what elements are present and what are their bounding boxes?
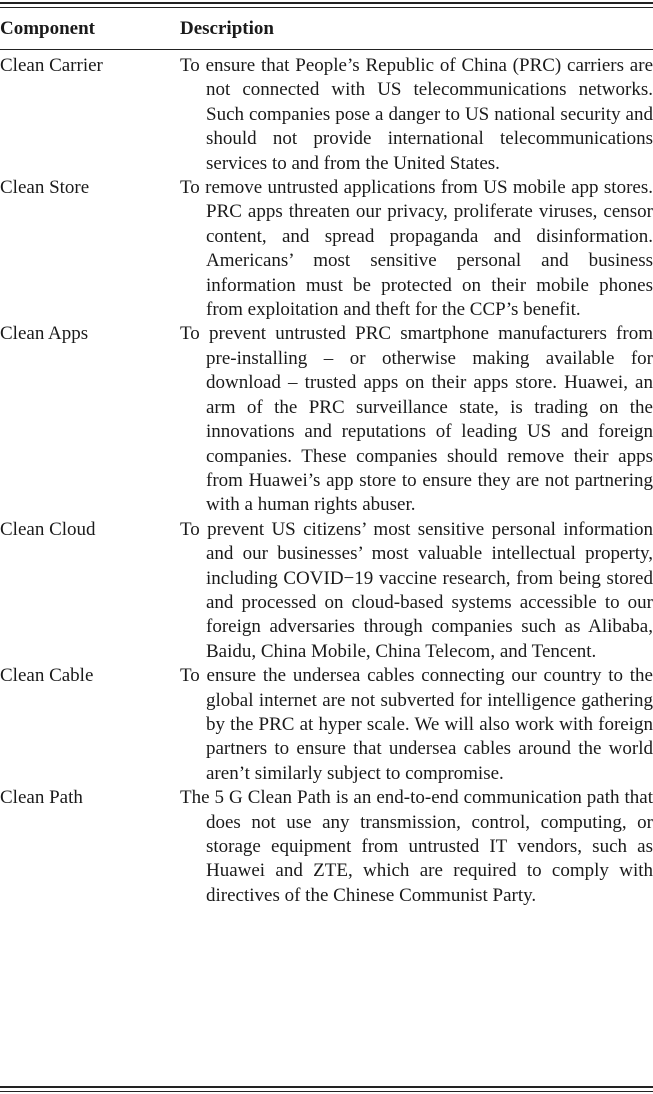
description-cell: The 5 G Clean Path is an end-to-end communication path that does not use any transmission, control, computing, or storage equipment from untrusted IT vendors, such as Huawei and ZTE, which are required to comply with directives of the Chinese Communist Party. bbox=[180, 787, 653, 906]
description-cell: To ensure the undersea cables connecting our country to the global internet are not subverted for intelligence gathering by the PRC at hyper scale. We will also work with foreign partners to ensure that undersea cables around the world aren’t similarly subject to compromise. bbox=[180, 665, 653, 784]
header-component: Component bbox=[0, 17, 96, 39]
table-body bbox=[0, 50, 653, 908]
table-header-row bbox=[0, 8, 653, 49]
table-row bbox=[0, 322, 653, 517]
description-cell: To prevent US citizens’ most sensitive personal information and our businesses’ most valuable intellectual property, including COVID−19 vaccine research, from being stored and processed on cloud-based systems accessible to our foreign adversaries through companies such as Alibaba, Baidu, China Mobile, China Telecom, and Tencent. bbox=[180, 518, 653, 662]
description-cell: To ensure that People’s Republic of China (PRC) carriers are not connected with US telecommunications networks. Such companies pose a danger to US national security and should not provide international telecommunications services to and from the United States. bbox=[180, 55, 653, 174]
top-rule bbox=[0, 2, 653, 4]
component-cell: Clean Carrier bbox=[0, 55, 103, 76]
component-cell: Clean Path bbox=[0, 787, 83, 809]
table-row bbox=[0, 664, 653, 786]
description-cell: To remove untrusted applications from US mobile app stores. PRC apps threaten our privacy, proliferate viruses, censor content, and spread propaganda and disinformation. Americans’ most sensitive personal and business information must be protected on their mobile phones from exploitation and theft for the CCP’s benefit. bbox=[180, 177, 653, 321]
components-table bbox=[0, 2, 653, 908]
bottom-rule bbox=[0, 1086, 653, 1088]
table-row bbox=[0, 176, 653, 322]
table-row bbox=[0, 518, 653, 664]
description-cell: To prevent untrusted PRC smartphone manufacturers from pre-installing – or otherwise making available for download – trusted apps on their apps store. Huawei, an arm of the PRC surveillance state, is trading on the innovations and reputations of leading US and foreign companies. These companies should remove their apps from Huawei’s app store to ensure they are not partnering with a human rights abuser. bbox=[180, 323, 653, 516]
component-cell: Clean Store bbox=[0, 177, 90, 199]
component-cell: Clean Cable bbox=[0, 665, 94, 687]
component-cell: Clean Apps bbox=[0, 323, 89, 345]
component-cell: Clean Cloud bbox=[0, 518, 96, 540]
header-description: Description bbox=[180, 17, 274, 39]
bottom-rules bbox=[0, 1086, 653, 1092]
table-row bbox=[0, 54, 653, 176]
table-row bbox=[0, 786, 653, 908]
